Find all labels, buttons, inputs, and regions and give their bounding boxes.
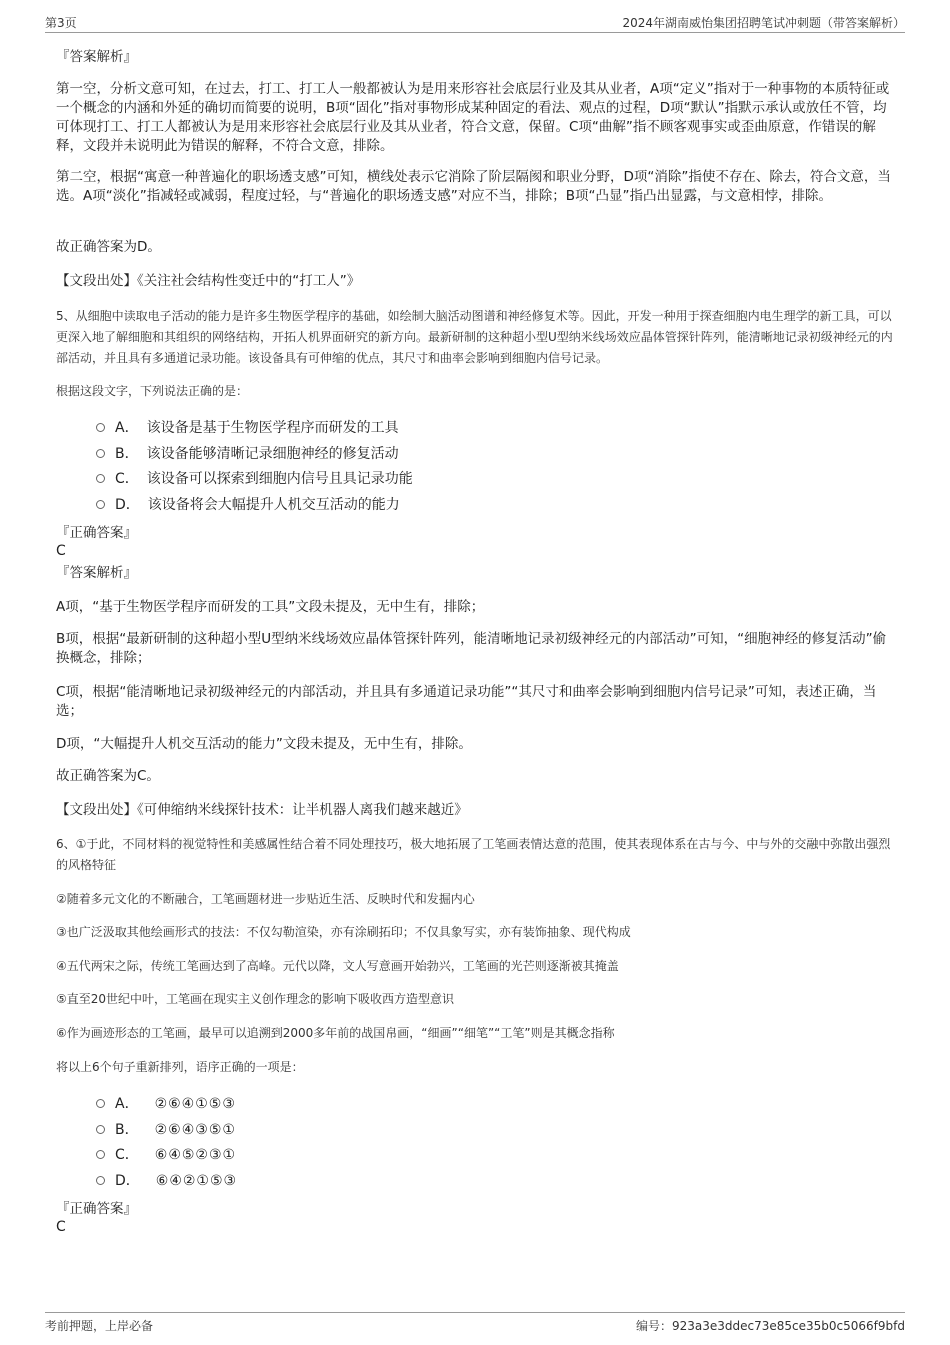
question-6-sentence-5: ⑤直至20世纪中叶，工笔画在现实主义创作理念的影响下吸收西方造型意识 — [56, 992, 455, 1006]
question-6-sentence-3: ③也广泛汲取其他绘画形式的技法：不仅勾勒渲染，亦有涂刷拓印；不仅具象写实，亦有装饰抽象、现代构成 — [56, 925, 631, 939]
analysis-paragraph-1: 第一空，分析文意可知，在过去，打工、打工人一般都被认为是用来形容社会底层行业及其从业者，A项“定义”指对于一种事物的本质特征或一个概念的内涵和外延的确切而简要的说明，B项“固化”指对事物形成某种固定的看法、观点的过程，D项“默认”指默示承认或放任不管，均可体现打工、打工人都被认为是用来形容社会底层行业及其从业者，符合文意，保留。C项“曲解”指不顾客观事实或歪曲原意，作错误的解释，文段并未说明此为错误的解释，不符合文意，排除。 — [56, 81, 890, 154]
source-citation: 【文段出处】《可伸缩纳米线探针技术：让半机器人离我们越来越近》 — [56, 802, 468, 818]
radio-icon[interactable] — [96, 500, 105, 509]
correct-answer-label: 『正确答案』 — [56, 525, 137, 541]
document-code-value: 923a3e3ddec73e85ce35b0c5066f9bfd — [671, 1319, 905, 1333]
radio-icon[interactable] — [96, 1099, 105, 1108]
q6-option-c[interactable]: C． ⑥④⑤②③① — [96, 1146, 236, 1164]
analysis-option-a: A项，“基于生物医学程序而研发的工具”文段未提及，无中生有，排除； — [56, 599, 485, 615]
q5-option-b[interactable]: B． 该设备能够清晰记录细胞神经的修复活动 — [96, 445, 399, 463]
q6-option-a[interactable]: A． ②⑥④①⑤③ — [96, 1095, 236, 1113]
radio-icon[interactable] — [96, 474, 105, 483]
page-footer — [45, 1312, 905, 1333]
correct-answer-label: 『正确答案』 — [56, 1201, 137, 1217]
radio-icon[interactable] — [96, 1176, 105, 1185]
q6-option-b[interactable]: B． ②⑥④③⑤① — [96, 1121, 236, 1139]
question-6-sentence-2: ②随着多元文化的不断融合，工笔画题材进一步贴近生活、反映时代和发掘内心 — [56, 892, 475, 906]
conclusion: 故正确答案为D。 — [56, 239, 161, 255]
document-title: 2024年湖南威怡集团招聘笔试冲刺题（带答案解析） — [622, 16, 905, 30]
source-citation: 【文段出处】《关注社会结构性变迁中的“打工人”》 — [56, 273, 361, 289]
radio-icon[interactable] — [96, 1125, 105, 1134]
correct-answer: C — [56, 1219, 66, 1235]
correct-answer: C — [56, 543, 66, 559]
question-6-sentence-6: ⑥作为画迹形态的工笔画，最早可以追溯到2000多年前的战国帛画，“细画”“细笔”“工笔”则是其概念指称 — [56, 1026, 615, 1040]
radio-icon[interactable] — [96, 423, 105, 432]
analysis-label: 『答案解析』 — [56, 565, 137, 581]
footer-slogan: 考前押题，上岸必备 — [45, 1319, 154, 1333]
question-6-prompt: 将以上6个句子重新排列，语序正确的一项是： — [56, 1060, 304, 1074]
question-6-sentence-4: ④五代两宋之际，传统工笔画达到了高峰。元代以降，文人写意画开始勃兴，工笔画的光芒则逐渐被其掩盖 — [56, 959, 619, 973]
page-number: 第3页 — [45, 16, 77, 30]
document-code-label: 编号： — [635, 1319, 672, 1333]
q5-option-d[interactable]: D． 该设备将会大幅提升人机交互活动的能力 — [96, 496, 400, 514]
page-header — [45, 14, 905, 33]
analysis-option-b: B项，根据“最新研制的这种超小型U型纳米线场效应晶体管探针阵列，能清晰地记录初级神经元的内部活动”可知，“细胞神经的修复活动”偷换概念，排除； — [56, 631, 887, 666]
question-5-prompt: 根据这段文字，下列说法正确的是： — [56, 384, 249, 398]
document-code — [636, 1317, 905, 1334]
conclusion: 故正确答案为C。 — [56, 768, 160, 784]
analysis-paragraph-2: 第二空，根据“寓意一种普遍化的职场透支感”可知，横线处表示它消除了阶层隔阂和职业分野，D项“消除”指使不存在、除去，符合文意，当选。A项“淡化”指减轻或减弱，程度过轻，与“普遍化的职场透支感”对应不当，排除；B项“凸显”指凸出显露，与文意相悖，排除。 — [56, 169, 891, 204]
analysis-label: 『答案解析』 — [56, 49, 137, 65]
q6-option-d[interactable]: D． ⑥④②①⑤③ — [96, 1172, 237, 1190]
analysis-option-c: C项，根据“能清晰地记录初级神经元的内部活动，并且具有多通道记录功能”“其尺寸和曲率会影响到细胞内信号记录”可知，表述正确，当选； — [56, 684, 877, 719]
q5-option-a[interactable]: A． 该设备是基于生物医学程序而研发的工具 — [96, 419, 399, 437]
analysis-option-d: D项，“大幅提升人机交互活动的能力”文段未提及，无中生有，排除。 — [56, 736, 472, 752]
question-6-sentence-1: 6、①于此，不同材料的视觉特性和美感属性结合着不同处理技巧，极大地拓展了工笔画表情达意的范围，使其表现体系在古与今、中与外的交融中弥散出强烈的风格特征 — [56, 837, 891, 872]
radio-icon[interactable] — [96, 449, 105, 458]
radio-icon[interactable] — [96, 1150, 105, 1159]
question-5-stem: 5、从细胞中读取电子活动的能力是许多生物医学程序的基础，如绘制大脑活动图谱和神经修复术等。因此，开发一种用于探查细胞内电生理学的新工具，可以更深入地了解细胞和其组织的网络结构，开拓人机界面研究的新方向。最新研制的这种超小型U型纳米线场效应晶体管探针阵列，能清晰地记录初级神经元的内部活动，并且具有多通道记录功能。该设备具有可伸缩的优点，其尺寸和曲率会影响到细胞内信号记录。 — [56, 309, 893, 365]
q5-option-c[interactable]: C． 该设备可以探索到细胞内信号且具记录功能 — [96, 470, 413, 488]
